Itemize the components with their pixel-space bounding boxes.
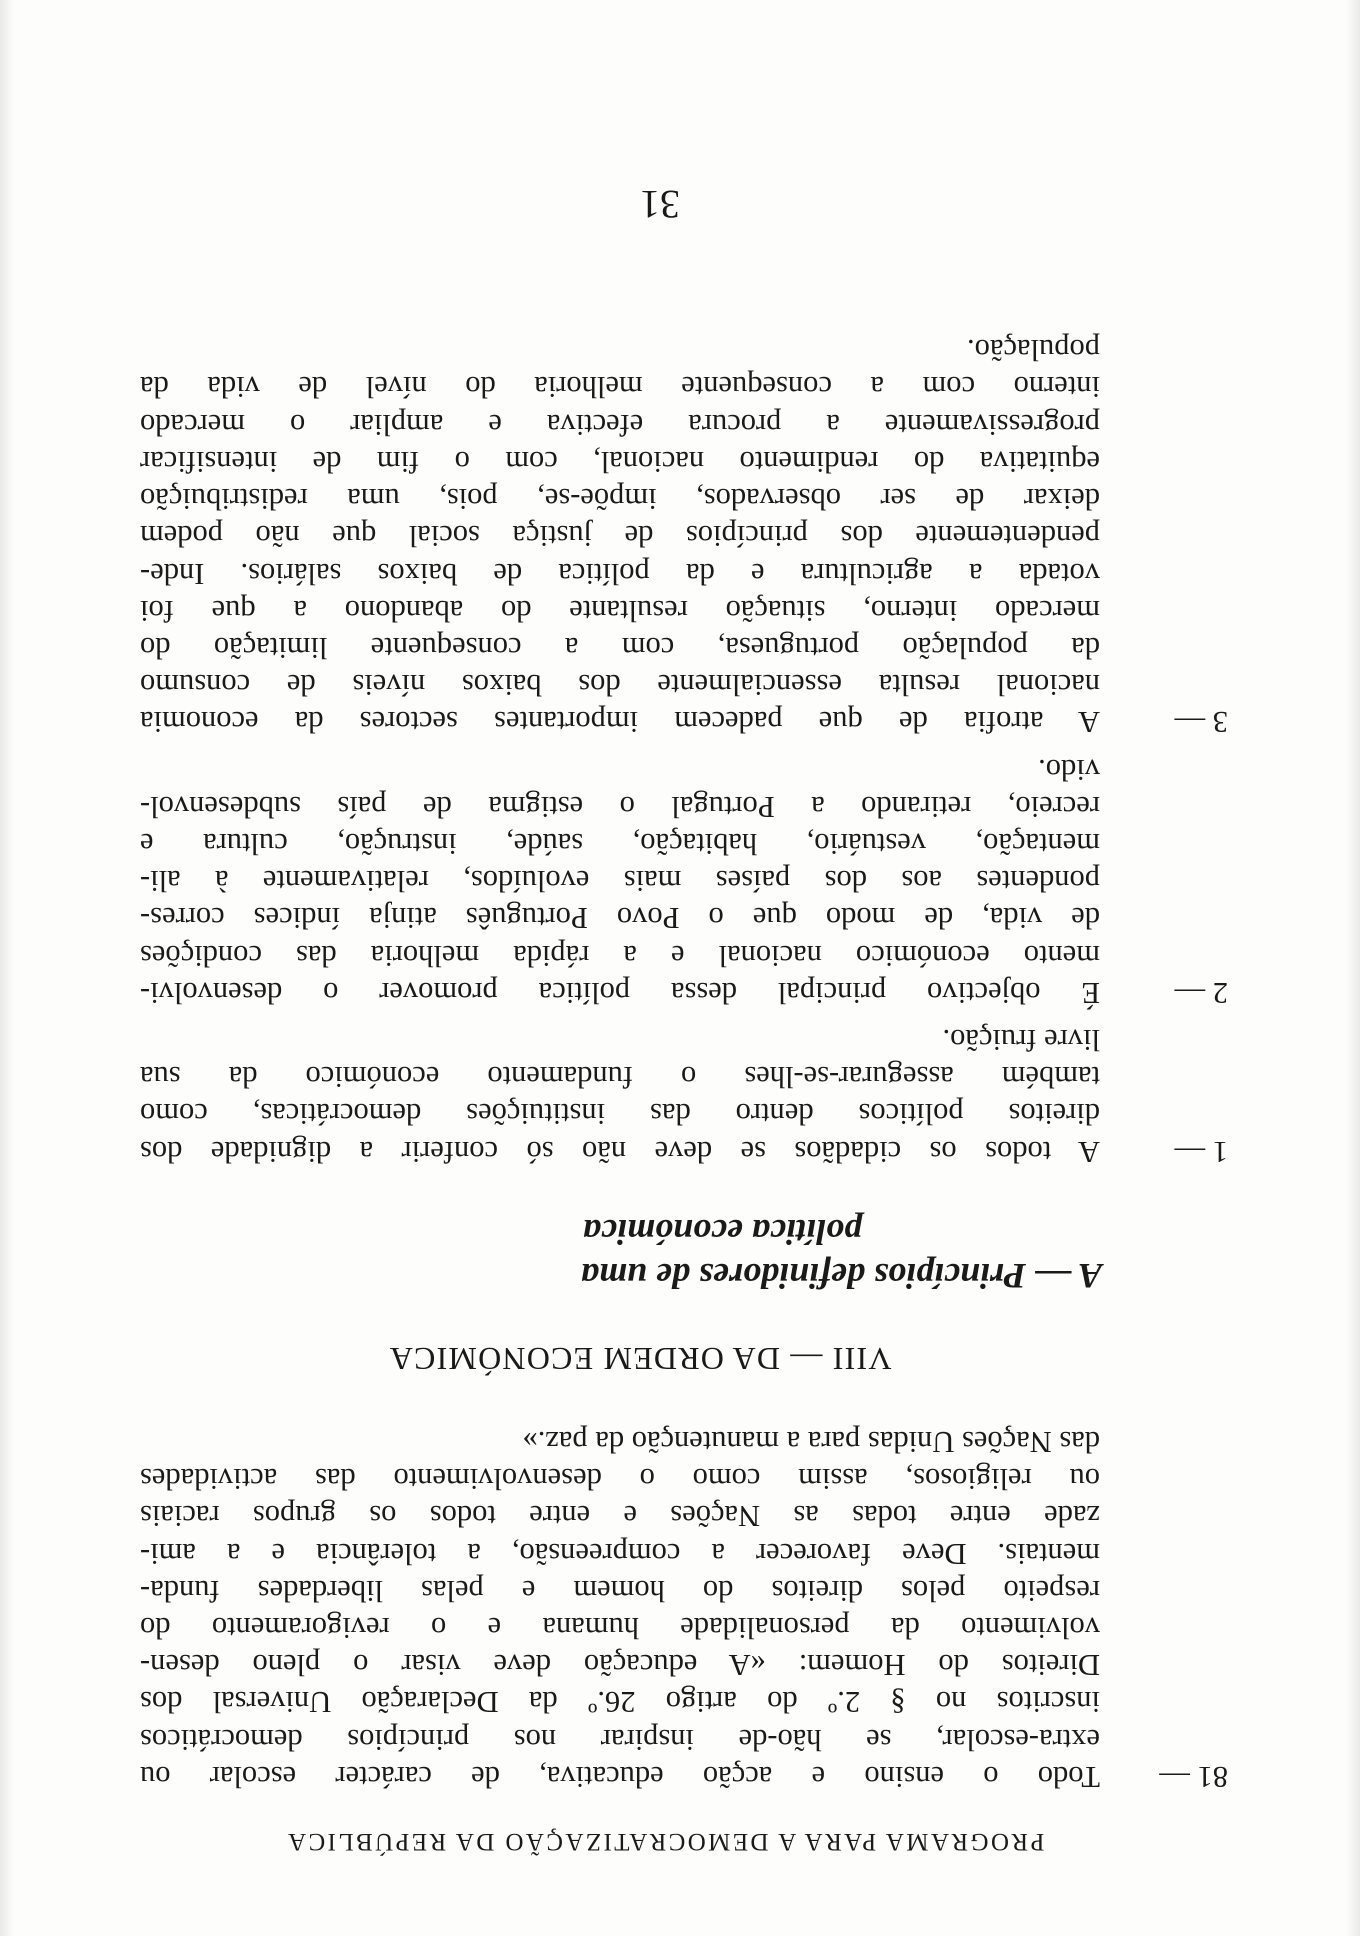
text-line: deixar de ser observados, impõe-se, pois, uma redistribuição [140, 482, 1100, 517]
text-line: A atrofia de que padecem importantes sectores da economia [140, 705, 1100, 740]
item-body [140, 750, 1100, 1010]
text-line: pendentemente dos princípios de justiça social que não podem [140, 519, 1100, 554]
text-line: ou religiosos, assim como o desenvolvimento das actividades [140, 1462, 1100, 1497]
section-title-line: política económica [583, 1211, 862, 1252]
text-line: mentais. Deve favorecer a compreensão, a tolerância e a ami- [140, 1536, 1100, 1571]
text-line: de vida, de modo que o Povo Português atinja índices corres- [140, 901, 1100, 936]
text-line: mento económico nacional e a rápida melhoria das condições [140, 938, 1100, 973]
item-2 [140, 750, 1230, 1010]
page-edge-shadow [0, 0, 14, 1936]
text-line: A todos os cidadãos se deve não só conferir a dignidade dos [140, 1134, 1100, 1169]
text-line: volvimento da personalidade humana e o revigoramento do [140, 1610, 1100, 1645]
text-line: das Nações Unidas para a manutenção da paz.» [522, 1424, 1100, 1459]
chapter-title: VIII — DA ORDEM ECONÓMICA [388, 1340, 892, 1377]
text-line: população. [967, 333, 1100, 368]
text-line: vido. [1038, 752, 1100, 787]
text-line: também assegurar-se-lhes o fundamento económico da sua [140, 1060, 1100, 1095]
text-line: nacional resulta essencialmente dos baixos níveis de consumo [140, 668, 1100, 703]
text-line: inscritos no § 2.º do artigo 26.º da Declaração Universal dos [140, 1685, 1100, 1720]
text-line: interno com a consequente melhoria do nível de vida da [140, 370, 1100, 405]
text-line: direitos políticos dentro das instituições democráticas, como [140, 1097, 1100, 1132]
text-line: respeito pelos direitos do homem e pelas liberdades funda- [140, 1573, 1100, 1608]
item-1 [140, 1021, 1230, 1170]
item-number: 1 — [1174, 1134, 1228, 1169]
text-line: progressivamente a procura efectiva e ampliar o mercado [140, 407, 1100, 442]
paragraph-number: 81 — [1159, 1759, 1228, 1794]
text-line: Todo o ensino e acção educativa, de carácter escolar ou [140, 1759, 1100, 1794]
text-line: mentação, vestuário, habitação, saúde, instrução, cultura e [140, 826, 1100, 861]
paragraph-body [140, 1423, 1100, 1795]
text-line: da população portuguesa, com a consequente limitação do [140, 630, 1100, 665]
text-line: Direitos do Homem: «A educação deve visar o pleno desen- [140, 1648, 1100, 1683]
text-line: pondentes aos dos países mais evoluídos, relativamente à ali- [140, 864, 1100, 899]
text-line: extra-escolar, se hão-de inspirar nos princípios democráticos [140, 1722, 1100, 1757]
text-line: mercado interno, situação resultante do abandono a que foi [140, 593, 1100, 628]
text-line: equitativa do rendimento nacional, com o fim de intensificar [140, 444, 1100, 479]
item-body [140, 1021, 1100, 1170]
item-body [140, 331, 1100, 740]
item-3 [140, 331, 1230, 740]
text-block [140, 331, 1230, 1860]
text-line: zade entre todas as Nações e entre todos os grupos raciais [140, 1499, 1100, 1534]
page-number: 31 [640, 182, 680, 227]
section-title-line: A — Princípios definidores de uma [580, 1255, 1102, 1296]
item-number: 2 — [1174, 975, 1228, 1010]
text-line: votada a agricultura e da política de baixos salários. Inde- [140, 556, 1100, 591]
text-line: livre fruição. [942, 1022, 1100, 1057]
running-header: PROGRAMA PARA A DEMOCRATIZAÇÃO DA REPÚBLICA [285, 1828, 1045, 1855]
section-title [140, 1210, 1102, 1298]
paragraph-81 [140, 1423, 1230, 1795]
text-line: recreio, retirando a Portugal o estigma de país subdesenvol- [140, 789, 1100, 824]
item-number: 3 — [1174, 705, 1228, 740]
page-edge-shadow [1346, 0, 1360, 1936]
text-line: É objectivo principal dessa política promover o desenvolvi- [140, 975, 1100, 1010]
